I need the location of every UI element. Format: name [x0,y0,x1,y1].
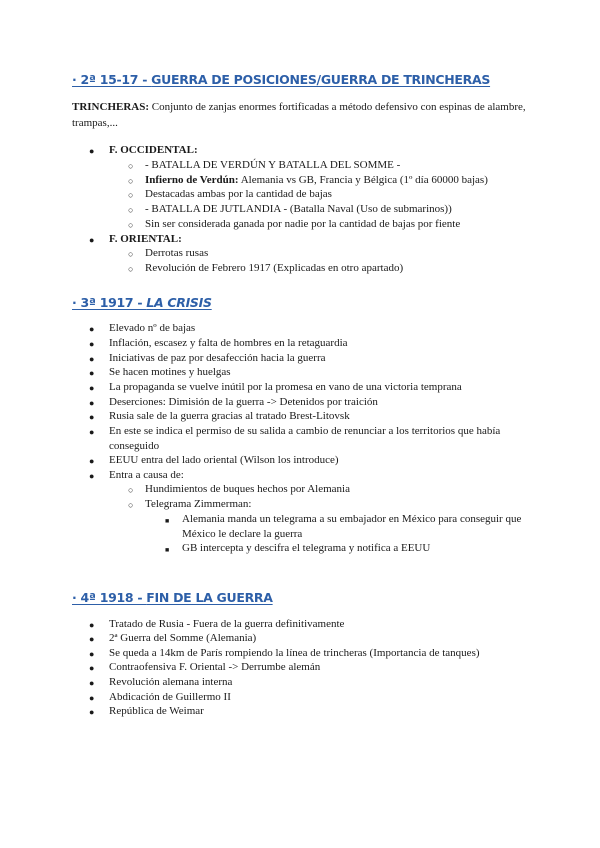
bullet-circle-icon: ○ [128,190,134,200]
intro-term: TRINCHERAS: [72,101,150,113]
bullet-circle-icon: ○ [128,264,134,274]
bullet-circle-icon: ○ [128,220,134,230]
bullet-circle-icon: ○ [128,485,134,495]
bullet-disc-icon: ● [89,368,95,378]
crisis-item-9: EEUU entra del lado oriental (Wilson los introduce) [109,454,339,466]
section-heading-1 [72,72,490,87]
section-heading-2-prefix: · 3ª 1917 - [72,295,147,310]
bullet-disc-icon: ● [89,324,95,334]
bullet-disc-icon: ● [89,456,95,466]
section-heading-2 [72,295,212,310]
bullet-disc-icon: ● [89,620,95,630]
section-heading-2-title: LA CRISIS [146,295,212,310]
bullet-disc-icon: ● [89,649,95,659]
end-item-2: 2ª Guerra del Somme (Alemania) [109,632,257,644]
section-heading-1-title: GUERRA DE POSICIONES/GUERRA DE TRINCHERAS [151,72,491,87]
bullet-disc-icon: ● [89,634,95,644]
end-item-4: Contraofensiva F. Oriental -> Derrumbe alemán [109,661,321,673]
crisis-item-10: Entra a causa de: [109,469,184,481]
end-item-5: Revolución alemana interna [109,676,233,688]
crisis-item-2: Inflación, escasez y falta de hombres en la retaguardia [109,337,348,349]
bullet-disc-icon: ● [89,678,95,688]
bullet-disc-icon: ● [89,471,95,481]
bullet-disc-icon: ● [89,398,95,408]
crisis-sub-item-2: Telegrama Zimmerman: [145,498,252,510]
occidental-item-5: Sin ser considerada ganada por nadie por la cantidad de bajas por fiente [145,218,461,230]
bullet-square-icon: ■ [165,546,170,554]
bullet-disc-icon: ● [89,383,95,393]
oriental-item-2: Revolución de Febrero 1917 (Explicadas en otro apartado) [145,262,404,274]
bullet-circle-icon: ○ [128,249,134,259]
bullet-circle-icon: ○ [128,161,134,171]
bullet-circle-icon: ○ [128,500,134,510]
crisis-item-4: Se hacen motines y huelgas [109,366,231,378]
section-heading-3-prefix: · 4ª 1918 - [72,590,147,605]
occidental-item-3: Destacadas ambas por la cantidad de bajas [145,188,332,200]
verdun-term: Infierno de Verdún: [145,174,239,186]
end-item-6: Abdicación de Guillermo II [109,691,231,703]
occidental-item-4: - BATALLA DE JUTLANDIA - (Batalla Naval (Uso de submarinos)) [145,203,452,215]
occidental-label: F. OCCIDENTAL: [109,144,198,156]
crisis-item-8: En este se indica el permiso de su salida a cambio de renunciar a los territorios que había conseguido [109,425,501,452]
verdun-text: Alemania vs GB, Francia y Bélgica (1º día 60000 bajas) [240,174,488,186]
crisis-sub-sub-item-1: Alemania manda un telegrama a su embajador en México para conseguir que México le declare la guerra [182,513,522,540]
bullet-square-icon: ■ [165,517,170,525]
crisis-sub-sub-item-2: GB intercepta y descifra el telegrama y notifica a EEUU [182,542,431,554]
section-heading-3 [72,590,273,605]
end-item-3: Se queda a 14km de París rompiendo la línea de trincheras (Importancia de tanques) [109,647,480,659]
crisis-item-5: La propaganda se vuelve inútil por la promesa en vano de una victoria temprana [109,381,462,393]
oriental-item-1: Derrotas rusas [145,247,209,259]
bullet-circle-icon: ○ [128,205,134,215]
crisis-item-6: Deserciones: Dimisión de la guerra -> Detenidos por traición [109,396,378,408]
end-item-7: República de Weimar [109,705,204,717]
bullet-disc-icon: ● [89,663,95,673]
bullet-disc-icon: ● [89,412,95,422]
bullet-disc-icon: ● [89,146,95,156]
bullet-disc-icon: ● [89,235,95,245]
bullet-disc-icon: ● [89,427,95,437]
intro-text: Conjunto de zanjas enormes fortificadas a método defensivo con espinas de alambre, trampas,... [72,101,526,129]
crisis-item-3: Iniciativas de paz por desafección hacia la guerra [109,352,326,364]
bullet-disc-icon: ● [89,707,95,717]
crisis-item-7: Rusia sale de la guerra gracias al tratado Brest-Litovsk [109,410,350,422]
section-heading-1-prefix: · 2ª 15-17 - [72,72,152,87]
occidental-item-1: - BATALLA DE VERDÚN Y BATALLA DEL SOMME - [145,159,401,171]
crisis-sub-item-1: Hundimientos de buques hechos por Alemania [145,483,350,495]
crisis-item-1: Elevado nº de bajas [109,322,196,334]
bullet-circle-icon: ○ [128,176,134,186]
intro-paragraph [72,99,532,131]
section-heading-3-title: FIN DE LA GUERRA [146,590,273,605]
oriental-label: F. ORIENTAL: [109,233,182,245]
end-item-1: Tratado de Rusia - Fuera de la guerra definitivamente [109,618,345,630]
bullet-disc-icon: ● [89,339,95,349]
bullet-disc-icon: ● [89,693,95,703]
bullet-disc-icon: ● [89,354,95,364]
occidental-item-2 [145,173,488,188]
